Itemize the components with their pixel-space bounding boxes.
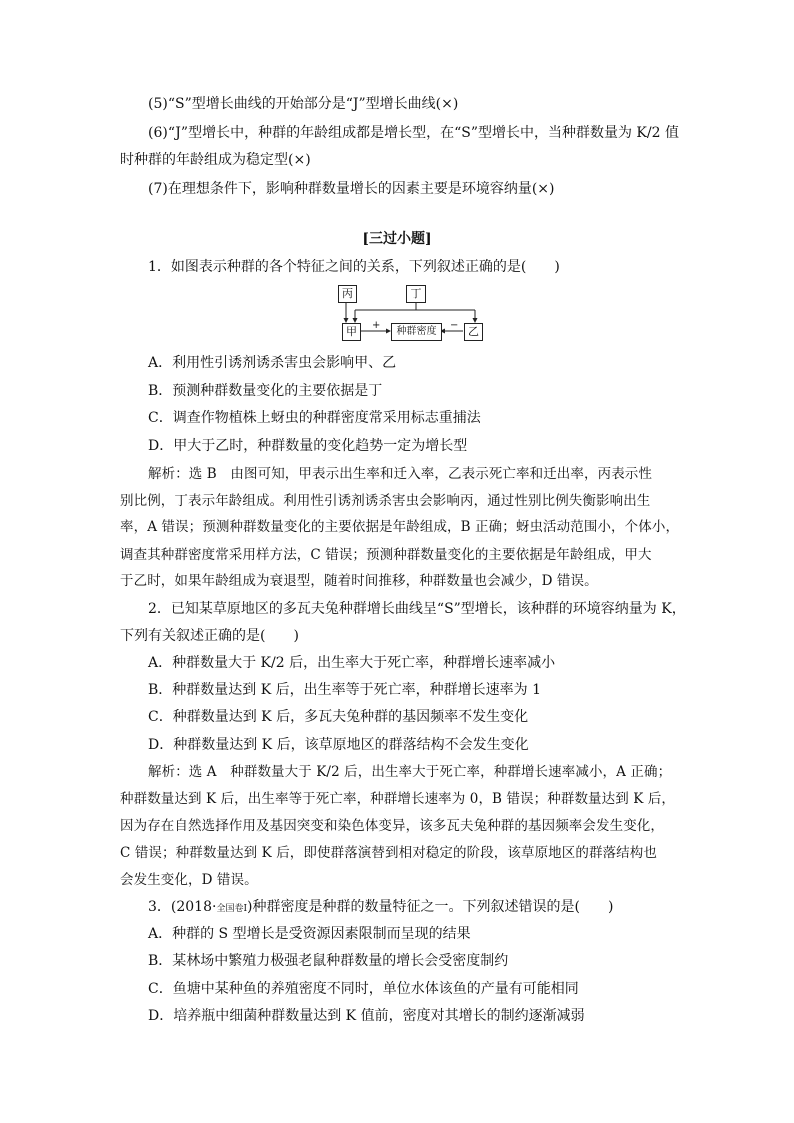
population-feature-diagram xyxy=(336,283,484,345)
q1-option-d: D．甲大于乙时，种群数量的变化趋势一定为增长型 xyxy=(148,438,468,454)
node-ding: 丁 xyxy=(406,285,426,303)
q2-option-a: A．种群数量大于 K/2 后，出生率大于死亡率，种群增长速率减小 xyxy=(148,655,556,671)
q3-option-d: D．培养瓶中细菌种群数量达到 K 值前，密度对其增长的制约逐渐减弱 xyxy=(148,1008,585,1024)
q3-stem-suffix: )种群密度是种群的数量特征之一。下列叙述错误的是( ) xyxy=(247,899,614,915)
q1-analysis-line: 于乙时，如果年龄组成为衰退型，随着时间推移，种群数量也会减少，D 错误。 xyxy=(120,573,598,589)
q1-option-b: B．预测种群数量变化的主要依据是丁 xyxy=(148,383,383,399)
minus-sign: − xyxy=(450,320,459,331)
q2-analysis-line: 因为存在自然选择作用及基因突变和染色体变异，该多瓦夫兔种群的基因频率会发生变化， xyxy=(120,818,664,834)
judgment-item-5: (5)“S”型增长曲线的开始部分是“J”型增长曲线(×) xyxy=(148,96,459,112)
plus-sign: + xyxy=(372,320,381,331)
q2-stem-line2: 下列有关叙述正确的是( ) xyxy=(120,628,299,644)
node-yi: 乙 xyxy=(464,323,483,341)
q1-analysis-line: 别比例，丁表示年龄组成。利用性引诱剂诱杀害虫会影响丙，通过性别比例失衡影响出生 xyxy=(120,493,651,509)
q1-option-c: C．调查作物植株上蚜虫的种群密度常采用标志重捕法 xyxy=(148,410,481,426)
q3-source: 全国卷Ⅰ xyxy=(216,904,248,914)
q1-analysis-line: 率，A 错误；预测种群数量变化的主要依据是年龄组成，B 正确；蚜虫活动范围小，个体小， xyxy=(120,519,680,535)
q2-analysis-line: 会发生变化，D 错误。 xyxy=(120,872,258,888)
judgment-item-6-part2: 时种群的年龄组成为稳定型(×) xyxy=(120,152,311,168)
q2-option-c: C．种群数量达到 K 后，多瓦夫兔种群的基因频率不发生变化 xyxy=(148,709,529,725)
node-jia: 甲 xyxy=(342,323,361,341)
q2-stem-line1: 2．已知某草原地区的多瓦夫兔种群增长曲线呈“S”型增长，该种群的环境容纳量为 K， xyxy=(148,601,686,617)
q1-analysis-line: 解析：选 B 由图可知，甲表示出生率和迁入率，乙表示死亡率和迁出率，丙表示性 xyxy=(148,466,653,482)
q1-stem: 1．如图表示种群的各个特征之间的关系，下列叙述正确的是( ) xyxy=(148,259,560,275)
q2-analysis-line: 种群数量达到 K 后，出生率等于死亡率，种群增长速率为 0，B 错误；种群数量达到 K 后， xyxy=(120,791,676,807)
judgment-item-6-part1: (6)“J”型增长中，种群的年龄组成都是增长型，在“S”型增长中，当种群数量为 K/2 值 xyxy=(148,125,679,141)
q2-option-d: D．种群数量达到 K 后，该草原地区的群落结构不会发生变化 xyxy=(148,737,529,753)
q3-option-b: B．某林场中繁殖力极强老鼠种群数量的增长会受密度制约 xyxy=(148,953,509,969)
q3-stem-prefix: 3．(2018· xyxy=(148,899,217,915)
q3-option-c: C．鱼塘中某种鱼的养殖密度不同时，单位水体该鱼的产量有可能相同 xyxy=(148,981,579,997)
q2-analysis-line: C 错误；种群数量达到 K 后，即使群落演替到相对稳定的阶段，该草原地区的群落结构也 xyxy=(120,845,657,861)
q2-analysis-line: 解析：选 A 种群数量大于 K/2 后，出生率大于死亡率，种群增长速率减小，A 正确； xyxy=(148,764,672,780)
q1-analysis-line: 调查其种群密度常采用样方法，C 错误；预测种群数量变化的主要依据是年龄组成，甲大 xyxy=(120,547,652,563)
node-bing: 丙 xyxy=(338,285,357,303)
q1-option-a: A．利用性引诱剂诱杀害虫会影响甲、乙 xyxy=(148,355,397,371)
section-title: [三过小题] xyxy=(362,231,432,247)
q3-stem xyxy=(148,898,613,918)
node-population-density: 种群密度 xyxy=(391,323,442,341)
q2-option-b: B．种群数量达到 K 后，出生率等于死亡率，种群增长速率为 1 xyxy=(148,682,542,698)
judgment-item-7: (7)在理想条件下，影响种群数量增长的因素主要是环境容纳量(×) xyxy=(148,181,555,197)
q3-option-a: A．种群的 S 型增长是受资源因素限制而呈现的结果 xyxy=(148,926,471,942)
